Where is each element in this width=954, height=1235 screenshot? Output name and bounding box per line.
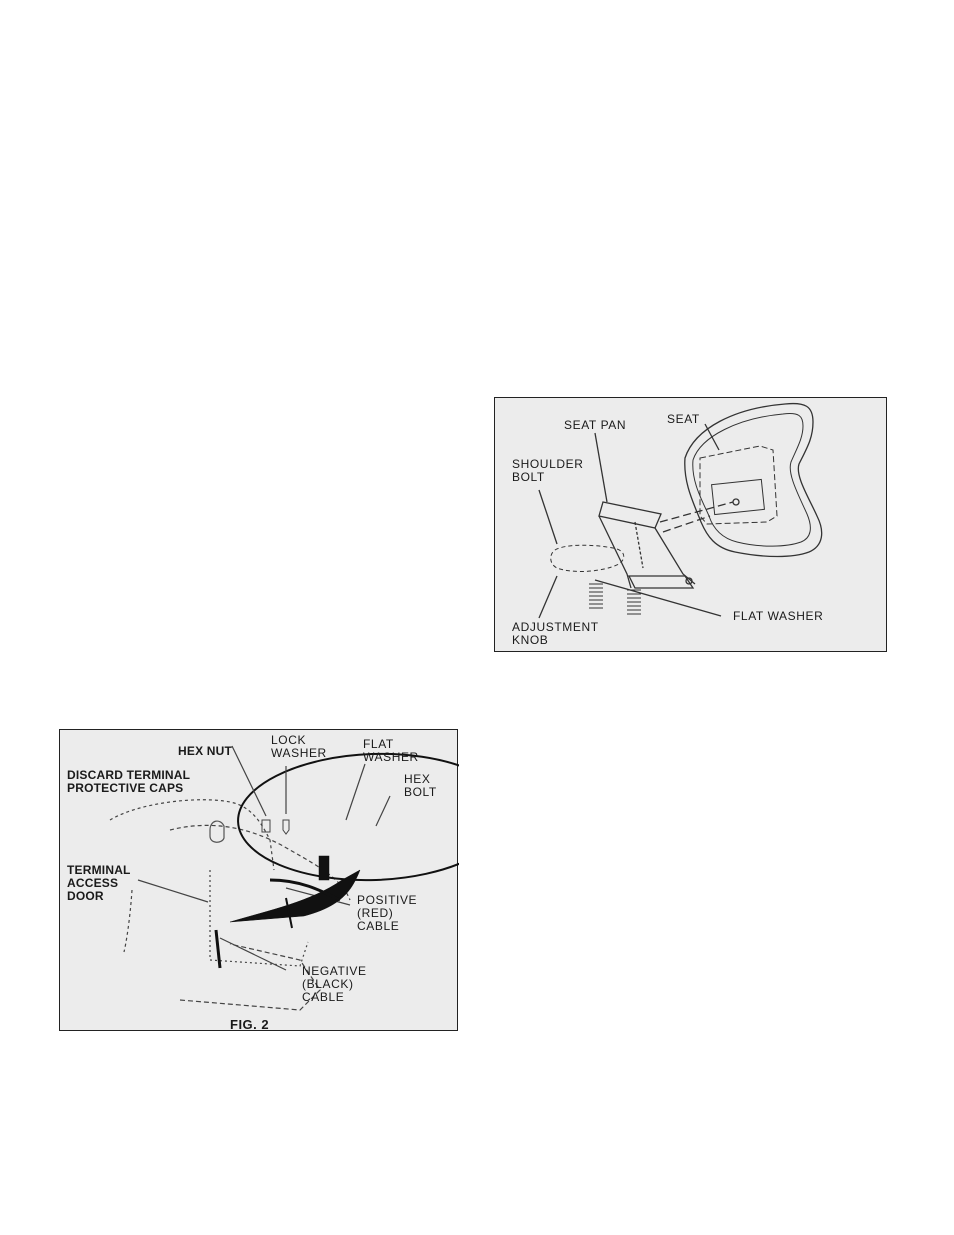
label-lock-washer: LOCK WASHER bbox=[271, 733, 327, 760]
battery-connection-figure bbox=[59, 729, 458, 1031]
label-discard-terminal-caps: DISCARD TERMINAL PROTECTIVE CAPS bbox=[67, 768, 191, 795]
label-hex-nut: HEX NUT bbox=[178, 744, 233, 758]
label-terminal-access-door: TERMINAL ACCESS DOOR bbox=[67, 863, 131, 903]
label-negative-cable: NEGATIVE (BLACK) CABLE bbox=[302, 964, 367, 1004]
label-flat-washer: FLAT WASHER bbox=[733, 609, 824, 623]
label-positive-cable: POSITIVE (RED) CABLE bbox=[357, 893, 418, 933]
label-shoulder-bolt: SHOULDER BOLT bbox=[512, 457, 584, 484]
label-flat-washer-battery: FLAT WASHER bbox=[363, 737, 419, 764]
label-seat: SEAT bbox=[667, 412, 700, 426]
label-hex-bolt: HEX BOLT bbox=[404, 772, 437, 799]
label-seat-pan: SEAT PAN bbox=[564, 418, 627, 432]
seat-assembly-figure bbox=[494, 397, 887, 652]
seat-assembly-drawing bbox=[495, 398, 888, 653]
figure-caption: FIG. 2 bbox=[230, 1017, 270, 1032]
label-adjustment-knob: ADJUSTMENT KNOB bbox=[512, 620, 599, 647]
